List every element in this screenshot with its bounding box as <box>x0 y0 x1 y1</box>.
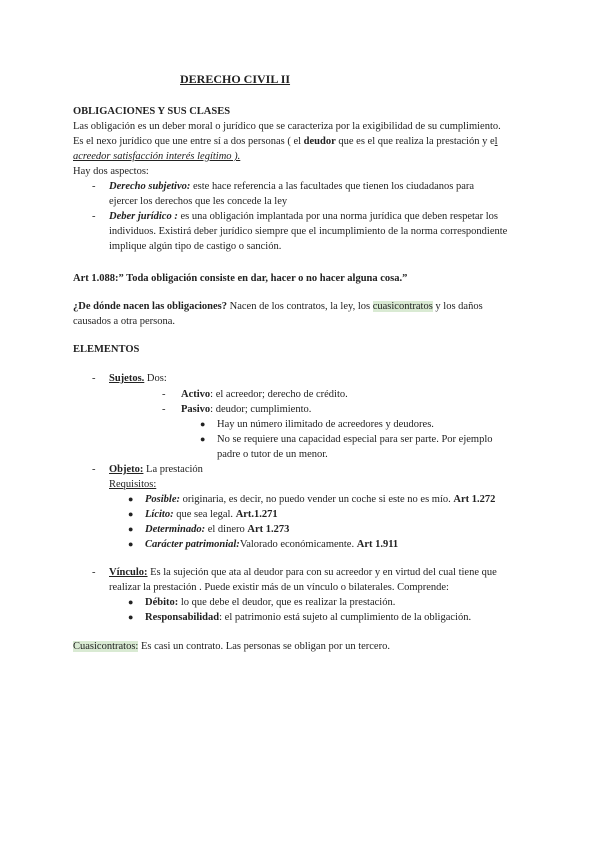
vinculo-subitem <box>145 611 471 624</box>
aspect-continuation: individuos. Existirá deber jurídico siempre que el incumplimiento de la norma correspondiente <box>109 226 508 237</box>
highlight-cuasicontratos: cuasicontratos <box>372 301 433 312</box>
sujetos-term: Sujetos. <box>109 373 145 384</box>
bold-term-deudor: deudor <box>303 136 336 147</box>
text-span: : el patrimonio está sujeto al cumplimiento de la obligación. <box>219 612 472 623</box>
text-span: que es el que realiza la prestación y e <box>335 136 495 147</box>
requisito-term: Determinado: <box>145 524 206 535</box>
vinculo-continuation: realizar la prestación . Puede existir más de un vínculo o bilaterales. Comprende: <box>109 582 449 593</box>
text-span: Nacen de los contratos, la ley, los <box>227 301 373 312</box>
document-title: DERECHO CIVIL II <box>180 72 291 86</box>
text-span: originaria, es decir, no puedo vender un coche si este no es mío. <box>180 494 454 505</box>
requisito-item <box>145 538 398 551</box>
text-span: La prestación <box>143 464 203 475</box>
aspect-term: Derecho subjetivo: <box>109 181 191 192</box>
activo-item <box>181 388 348 401</box>
requisitos-label: Requisitos: <box>109 479 157 490</box>
bullet-dot: ● <box>128 612 134 622</box>
text-span: lo que debe el deudor, que es realizar la prestación. <box>178 597 396 608</box>
activo-term: Activo <box>181 389 211 400</box>
requisito-term: Posible: <box>145 494 180 505</box>
dash-bullet: - <box>92 567 96 578</box>
list-item-continuation: padre o tutor de un menor. <box>217 449 328 460</box>
text-span: Es la sujeción que ata al deudor para con su acreedor y en virtud del cual tiene que <box>147 567 497 578</box>
aspect-continuation: ejercer los derechos que les concede la ley <box>109 196 288 207</box>
list-item: No se requiere una capacidad especial para ser parte. Por ejemplo <box>217 434 493 445</box>
dash-bullet: - <box>92 211 96 222</box>
text-span: : el acreedor; derecho de crédito. <box>210 389 348 400</box>
text-span: Valorado económicamente. <box>239 539 357 550</box>
bullet-dot: ● <box>128 524 134 534</box>
vinculo-item <box>109 566 497 579</box>
requisito-term: Carácter patrimonial: <box>145 539 240 550</box>
paragraph-line: causados a otra persona. <box>73 316 176 327</box>
article-ref: Art.1.271 <box>235 509 278 520</box>
text-span: que sea legal. <box>173 509 236 520</box>
text-span: y los daños <box>432 301 483 312</box>
section-heading-elementos: ELEMENTOS <box>73 344 140 355</box>
text-span: el dinero <box>205 524 248 535</box>
sujetos-item <box>109 372 167 385</box>
aspect-item <box>109 180 474 193</box>
requisito-term: Lícito: <box>145 509 174 520</box>
underlined-text: l <box>494 136 498 147</box>
aspect-term: Deber jurídico : <box>109 211 178 222</box>
paragraph-line <box>73 135 498 148</box>
vinculo-term: Vínculo: <box>109 567 148 578</box>
requisito-item <box>145 508 278 521</box>
highlight-cuasicontratos: Cuasicontratos: <box>73 641 139 652</box>
dash-bullet: - <box>162 389 166 400</box>
bullet-dot: ● <box>128 494 134 504</box>
dash-bullet: - <box>92 181 96 192</box>
bullet-dot: ● <box>200 434 206 444</box>
article-1088-quote: Art 1.088:” Toda obligación consiste en dar, hacer o no hacer alguna cosa.” <box>73 273 408 284</box>
requisito-item <box>145 523 289 536</box>
dash-bullet: - <box>92 373 96 384</box>
pasivo-item <box>181 403 311 416</box>
section-heading-obligaciones: OBLIGACIONES Y SUS CLASES <box>73 106 231 117</box>
bullet-dot: ● <box>128 597 134 607</box>
cuasicontratos-definition <box>73 640 390 653</box>
article-ref: Art 1.911 <box>356 539 399 550</box>
vinculo-subitem <box>145 596 395 609</box>
objeto-term: Objeto: <box>109 464 144 475</box>
text-span: Dos: <box>144 373 167 384</box>
acreedor-definition: acreedor satisfacción interés legítimo ). <box>73 151 241 162</box>
article-ref: Art 1.273 <box>247 524 290 535</box>
requisito-item <box>145 493 495 506</box>
text-span: : deudor; cumplimiento. <box>210 404 312 415</box>
dash-bullet: - <box>162 404 166 415</box>
bullet-dot: ● <box>128 509 134 519</box>
vinculo-subterm: Débito: <box>145 597 179 608</box>
origin-question-line <box>73 300 483 313</box>
bullet-dot: ● <box>128 539 134 549</box>
aspect-text: este hace referencia a las facultades que tienen los ciudadanos para <box>190 181 475 192</box>
aspect-item <box>109 210 498 223</box>
vinculo-subterm: Responsabilidad <box>145 612 220 623</box>
pasivo-term: Pasivo <box>181 404 211 415</box>
text-span: Es casi un contrato. Las personas se obligan por un tercero. <box>138 641 390 652</box>
aspect-continuation: implique algún tipo de castigo o sanción. <box>109 241 282 252</box>
dash-bullet: - <box>92 464 96 475</box>
bullet-dot: ● <box>200 419 206 429</box>
text-span: Es el nexo jurídico que une entre sí a dos personas ( el <box>73 136 304 147</box>
origin-question: ¿De dónde nacen las obligaciones? <box>73 301 228 312</box>
aspect-text: es una obligación implantada por una norma jurídica que deben respetar los <box>177 211 498 222</box>
list-item: Hay un número ilimitado de acreedores y deudores. <box>217 419 434 430</box>
article-ref: Art 1.272 <box>453 494 496 505</box>
objeto-item <box>109 463 203 476</box>
paragraph-line: Hay dos aspectos: <box>73 166 149 177</box>
paragraph-line: Las obligación es un deber moral o jurídico que se caracteriza por la exigibilidad de su cumplimiento. <box>73 121 501 132</box>
